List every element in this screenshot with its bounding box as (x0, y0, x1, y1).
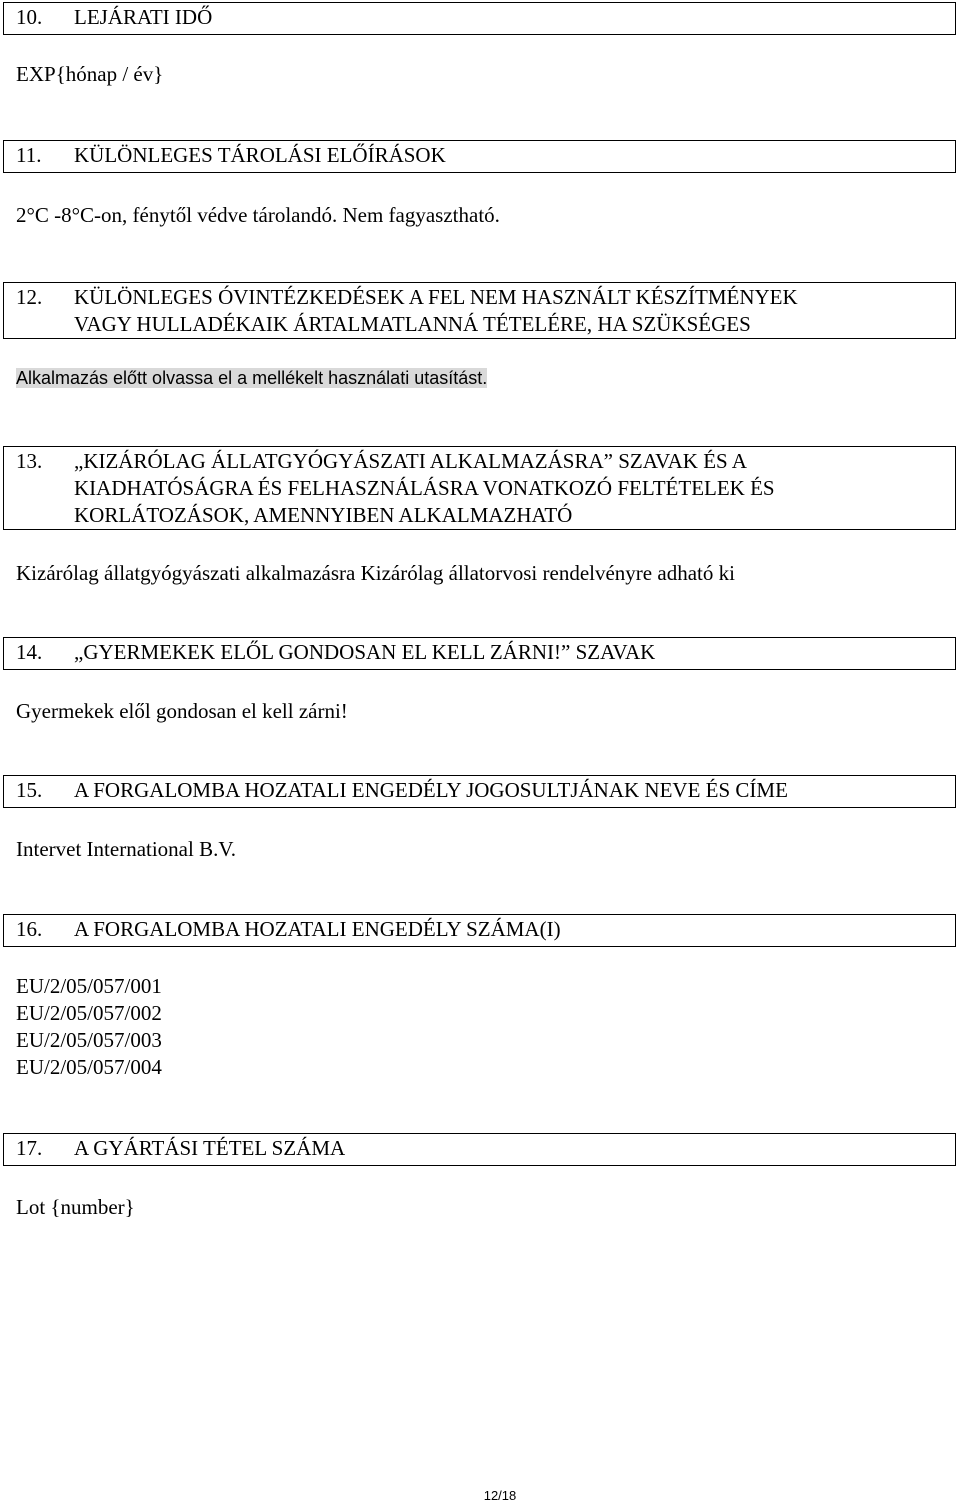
section-15-text: Intervet International B.V. (16, 837, 237, 861)
section-10-text: EXP{hónap / év} (16, 62, 164, 86)
highlighted-text: Alkalmazás előtt olvassa el a mellékelt használati utasítást. (16, 368, 488, 388)
section-17-text: Lot {number} (16, 1195, 135, 1219)
section-number: 16. (16, 917, 43, 941)
section-14-text: Gyermekek elől gondosan el kell zárni! (16, 699, 348, 723)
section-number: 17. (16, 1136, 43, 1160)
authorization-number: EU/2/05/057/004 (16, 1055, 162, 1079)
page-number: 12/18 (483, 1488, 517, 1503)
section-title-line-2: KIADHATÓSÁGRA ÉS FELHASZNÁLÁSRA VONATKOZÓ FELTÉTELEK ÉS (74, 476, 775, 500)
section-number: 14. (16, 640, 43, 664)
section-number: 11. (16, 143, 42, 167)
section-13-text: Kizárólag állatgyógyászati alkalmazásra Kizárólag állatorvosi rendelvényre adható ki (16, 561, 735, 585)
section-13-header (3, 446, 956, 530)
section-title-line-2: VAGY HULLADÉKAIK ÁRTALMATLANNÁ TÉTELÉRE, HA SZÜKSÉGES (74, 312, 751, 336)
authorization-number-list (16, 973, 162, 1081)
section-12-header (3, 282, 956, 339)
authorization-number: EU/2/05/057/003 (16, 1028, 162, 1052)
authorization-number: EU/2/05/057/001 (16, 974, 162, 998)
section-11-text: 2°C -8°C-on, fénytől védve tárolandó. Nem fagyasztható. (16, 203, 500, 227)
section-title: A FORGALOMBA HOZATALI ENGEDÉLY JOGOSULTJÁNAK NEVE ÉS CÍME (74, 778, 788, 802)
section-title: LEJÁRATI IDŐ (74, 5, 213, 29)
section-number: 10. (16, 5, 43, 29)
section-title-line-1: „KIZÁRÓLAG ÁLLATGYÓGYÁSZATI ALKALMAZÁSRA” SZAVAK ÉS A (74, 449, 747, 473)
section-title: KÜLÖNLEGES TÁROLÁSI ELŐÍRÁSOK (74, 143, 446, 167)
section-14-header (3, 637, 956, 670)
section-title-line-3: KORLÁTOZÁSOK, AMENNYIBEN ALKALMAZHATÓ (74, 503, 573, 527)
section-title: A FORGALOMBA HOZATALI ENGEDÉLY SZÁMA(I) (74, 917, 561, 941)
section-number: 15. (16, 778, 43, 802)
section-number: 12. (16, 285, 43, 309)
page-footer (0, 1488, 960, 1503)
section-12-text (16, 365, 487, 392)
section-title: „GYERMEKEK ELŐL GONDOSAN EL KELL ZÁRNI!” SZAVAK (74, 640, 656, 664)
section-title: A GYÁRTÁSI TÉTEL SZÁMA (74, 1136, 346, 1160)
authorization-number: EU/2/05/057/002 (16, 1001, 162, 1025)
section-11-header (3, 140, 956, 173)
section-10-header (3, 2, 956, 35)
section-title-line-1: KÜLÖNLEGES ÓVINTÉZKEDÉSEK A FEL NEM HASZNÁLT KÉSZÍTMÉNYEK (74, 285, 798, 309)
section-16-header (3, 914, 956, 947)
section-17-header (3, 1133, 956, 1166)
section-number: 13. (16, 449, 43, 473)
section-15-header (3, 775, 956, 808)
